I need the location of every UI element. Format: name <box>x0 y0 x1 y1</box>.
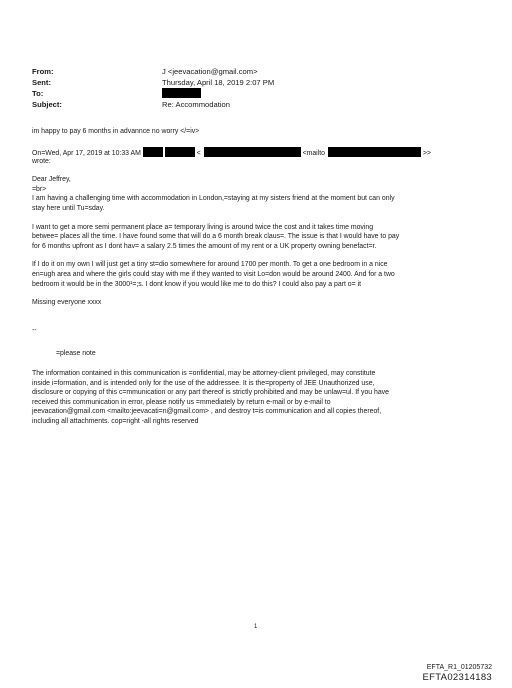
p1-line-2: stay here until Tu=sday. <box>32 204 105 212</box>
p2-line-2: betwee= places all the time. I have found some that will do a 6 month break claus=. The issue is that I would have to pay <box>32 233 400 241</box>
from-row <box>32 66 472 77</box>
p3-line-2: en=ugh area and where the girls could stay with me if they wanted to visit Lo=don would be around 2400. And for a two <box>32 270 395 278</box>
disclaimer-line-6: including all attachments. cop=right -all rights reserved <box>32 417 199 425</box>
greeting-line: Dear Jeffrey, <box>32 176 71 184</box>
signature-separator <box>32 326 484 336</box>
disclaimer-line-1: The information contained in this communication is =onfidential, may be attorney-client privileged, may constitute <box>32 369 376 377</box>
on-gtgt: >> <box>422 149 431 157</box>
p3-line-1: If I do it on my own I will just get a tiny st=dio somewhere for around 1700 per month. To get a one bedroom in a nice <box>32 261 388 269</box>
to-label: To: <box>32 89 44 98</box>
disclaimer-line-4: received this communication in error, please notify us =mmediately by return e-mail or by e-mail to <box>32 398 331 406</box>
paragraph-3 <box>32 260 484 289</box>
from-value: J <jeevacation@gmail.com> <box>162 67 258 76</box>
sent-row <box>32 77 472 88</box>
br-line: =br> <box>32 185 47 193</box>
subject-row <box>32 99 472 110</box>
subject-value: Re: Accommodation <box>162 100 230 109</box>
p2-line-3: for 6 months upfront as I dont hav= a salary 2.5 times the amount of my rent or a UK property owning benefact=r. <box>32 242 377 250</box>
redaction-block <box>181 88 201 98</box>
redaction-block <box>204 147 301 157</box>
sent-value: Thursday, April 18, 2019 2:07 PM <box>162 78 275 87</box>
p1-line-1: I am having a challenging time with accommodation in London,=staying at my sisters friend at the moment but can only <box>32 195 395 203</box>
reply-line: im happy to pay 6 months in advannce no worry </=iv> <box>32 128 200 135</box>
greeting-paragraph <box>32 175 484 213</box>
p2-line-1: I want to get a more semi permanent place a= temporary living is around twice the cost and it takes time moving <box>32 223 374 231</box>
quoted-header <box>32 147 484 167</box>
bates-number-secondary: EFTA_R1_01205732 <box>426 664 492 671</box>
on-lt: < <box>196 149 201 157</box>
redaction-block <box>143 147 163 157</box>
please-note-paragraph <box>32 349 484 359</box>
missing-line: Missing everyone xxxx <box>32 299 102 307</box>
bates-number-primary: EFTA02314183 <box>422 672 492 683</box>
disclaimer-line-5: jeevacation@gmail.com <mailto:jeevacati=n@gmail.com> , and destroy t=is communication and all copies thereof, <box>32 408 382 416</box>
disclaimer-paragraph <box>32 369 484 427</box>
on-prefix: On=Wed, Apr 17, 2019 at 10:33 AM <box>32 149 141 157</box>
reply-paragraph <box>32 127 484 137</box>
on-line <box>32 147 484 157</box>
dashes-line: -- <box>32 326 37 334</box>
missing-paragraph <box>32 298 484 308</box>
subject-label: Subject: <box>32 100 62 109</box>
wrote-line: wrote: <box>32 157 51 165</box>
to-value <box>162 88 472 99</box>
disclaimer-line-2: inside i=formation, and is intended only for the use of the addressee. It is the=property of JEE Unauthorized use, <box>32 379 375 387</box>
redaction-block <box>165 147 195 157</box>
page-number: 1 <box>254 624 258 630</box>
from-label: From: <box>32 67 54 76</box>
p3-line-3: bedroom it would be in the 3000¹=;s. I dont know if you would like me to do this? I could also pay a part o= it <box>32 280 362 288</box>
please-note-line: =please note <box>56 350 96 358</box>
disclaimer-line-3: disclosure or copying of this c=mmunication or any part thereof is strictly prohibited and may be unlaw=ul. If you have <box>32 389 389 397</box>
on-mailto: <mailto <box>302 149 325 157</box>
to-row <box>32 88 472 99</box>
sent-label: Sent: <box>32 78 51 87</box>
email-body <box>32 127 484 435</box>
redaction-block <box>162 88 181 98</box>
redaction-block <box>328 147 421 157</box>
email-header <box>32 66 472 110</box>
paragraph-2 <box>32 223 484 252</box>
